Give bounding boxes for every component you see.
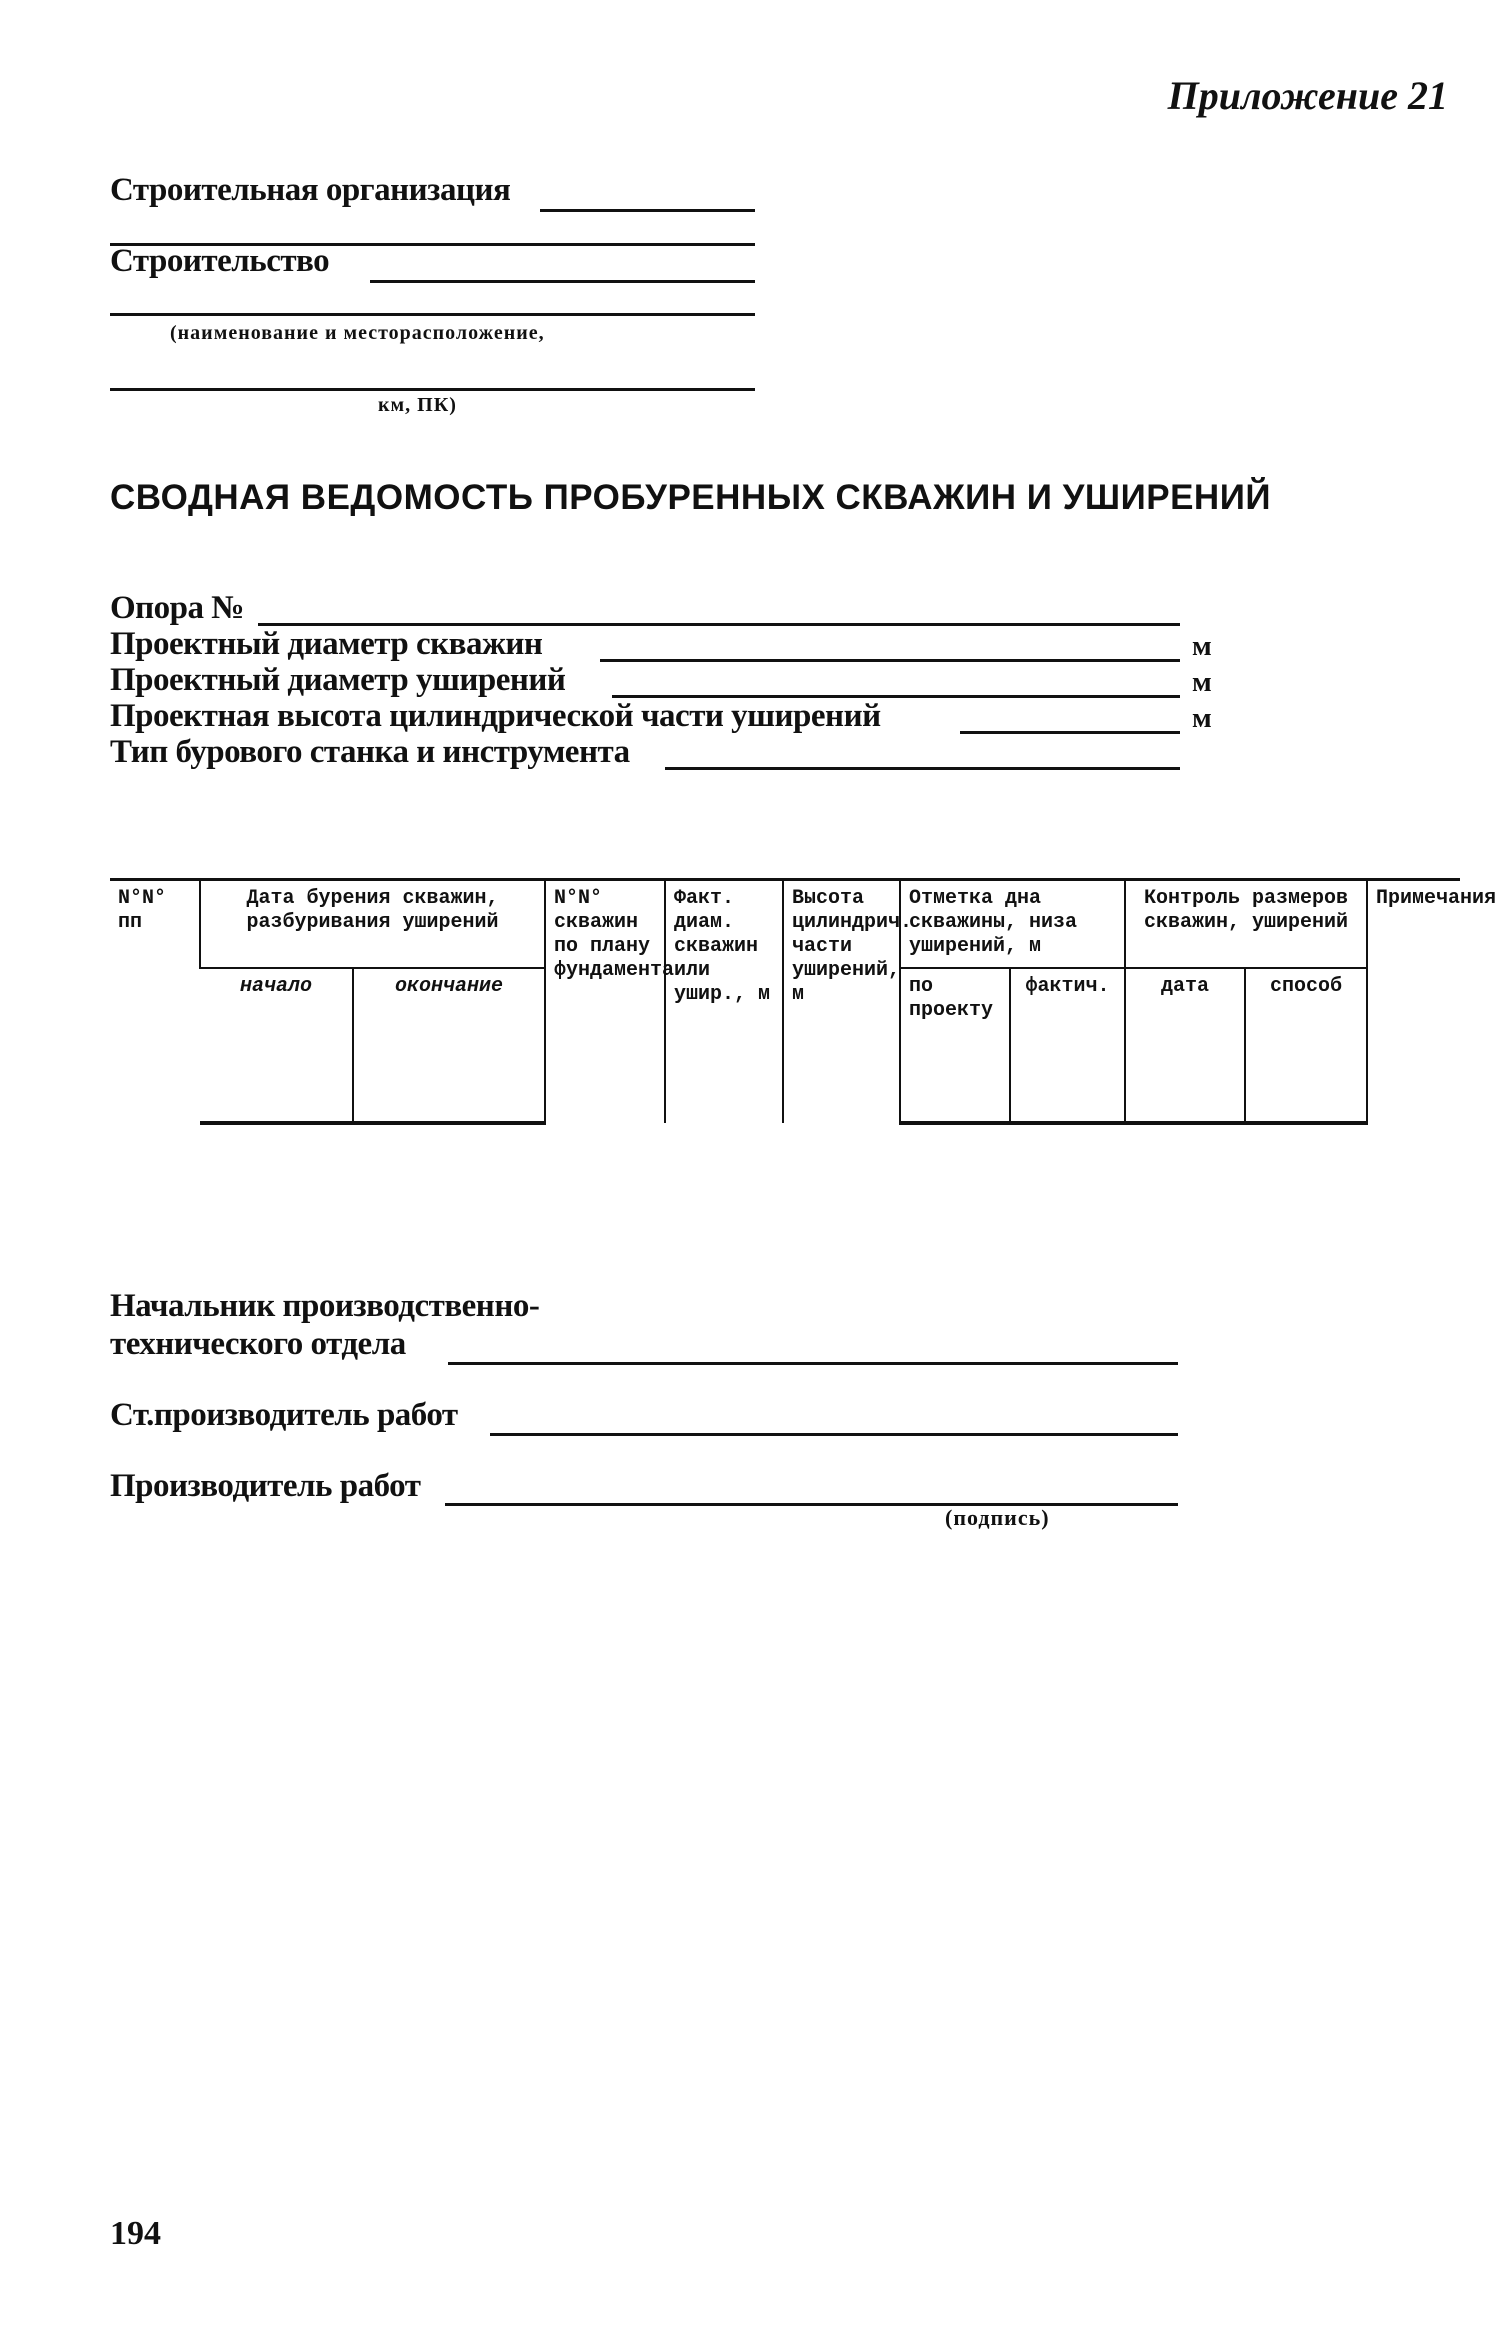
- header-height: Высота цилиндрич. части уширений, м: [783, 880, 900, 1123]
- construction-org-line: [540, 209, 755, 212]
- header-date-end: окончание: [353, 968, 545, 1123]
- param-cylinder-height: [110, 698, 1240, 734]
- signature-senior-foreman-line: [490, 1433, 1178, 1436]
- construction-org-label: Строительная организация: [110, 172, 511, 208]
- signature-chief-line1: Начальник производственно-: [110, 1288, 540, 1324]
- construction-line-2: [110, 313, 755, 316]
- construction-label: Строительство: [110, 243, 330, 279]
- param-support-no: [110, 590, 1240, 626]
- param-widening-diameter-unit: м: [1192, 666, 1212, 698]
- header-no: N°N° пп: [110, 880, 200, 1123]
- header-well-no: N°N° скважин по плану фундамента: [545, 880, 665, 1123]
- header-control: Контроль размеров скважин, уширений: [1125, 880, 1367, 968]
- param-widening-diameter-label: Проектный диаметр уширений: [110, 662, 566, 698]
- param-well-diameter-label: Проектный диаметр скважин: [110, 626, 543, 662]
- construction-caption-1: (наименование и месторасположение,: [170, 322, 545, 344]
- header-control-date: дата: [1125, 968, 1245, 1123]
- header-bottom-mark: Отметка дна скважины, низа уширений, м: [900, 880, 1125, 968]
- param-support-no-label: Опора №: [110, 590, 244, 626]
- parameters-block: [110, 590, 1240, 770]
- header-notes: Примечания: [1367, 880, 1460, 1123]
- appendix-label: Приложение 21: [1167, 73, 1448, 118]
- header-by-project: по проекту: [900, 968, 1010, 1123]
- header-date: Дата бурения скважин, разбуривания уширений: [200, 880, 545, 968]
- header-date-start: начало: [200, 968, 353, 1123]
- wells-table: [110, 878, 1497, 1125]
- signature-chief-line: [448, 1362, 1178, 1365]
- page-number: 194: [110, 2215, 161, 2252]
- signature-foreman-line: [445, 1503, 1178, 1506]
- construction-caption-2: км, ПК): [378, 394, 457, 416]
- construction-line: [370, 280, 755, 283]
- param-cylinder-height-label: Проектная высота цилиндрической части уширений: [110, 698, 881, 734]
- table-header-row-1: [110, 880, 1460, 968]
- header-control-method: способ: [1245, 968, 1367, 1123]
- document-title: СВОДНАЯ ВЕДОМОСТЬ ПРОБУРЕННЫХ СКВАЖИН И УШИРЕНИЙ: [110, 478, 1272, 517]
- construction-line-3: [110, 388, 755, 391]
- param-well-diameter-unit: м: [1192, 630, 1212, 662]
- signature-foreman: Производитель работ: [110, 1468, 421, 1504]
- param-widening-diameter: [110, 662, 1240, 698]
- param-rig-type: [110, 734, 1240, 770]
- param-well-diameter: [110, 626, 1240, 662]
- param-rig-type-line: [665, 767, 1180, 770]
- param-rig-type-label: Тип бурового станка и инструмента: [110, 734, 630, 770]
- param-cylinder-height-unit: м: [1192, 702, 1212, 734]
- header-actual: фактич.: [1010, 968, 1125, 1123]
- signature-chief-line2: технического отдела: [110, 1326, 406, 1362]
- signature-caption: (подпись): [945, 1505, 1050, 1530]
- header-actual-diam: Факт. диам. скважин или ушир., м: [665, 880, 783, 1123]
- signature-senior-foreman: Ст.производитель работ: [110, 1397, 458, 1433]
